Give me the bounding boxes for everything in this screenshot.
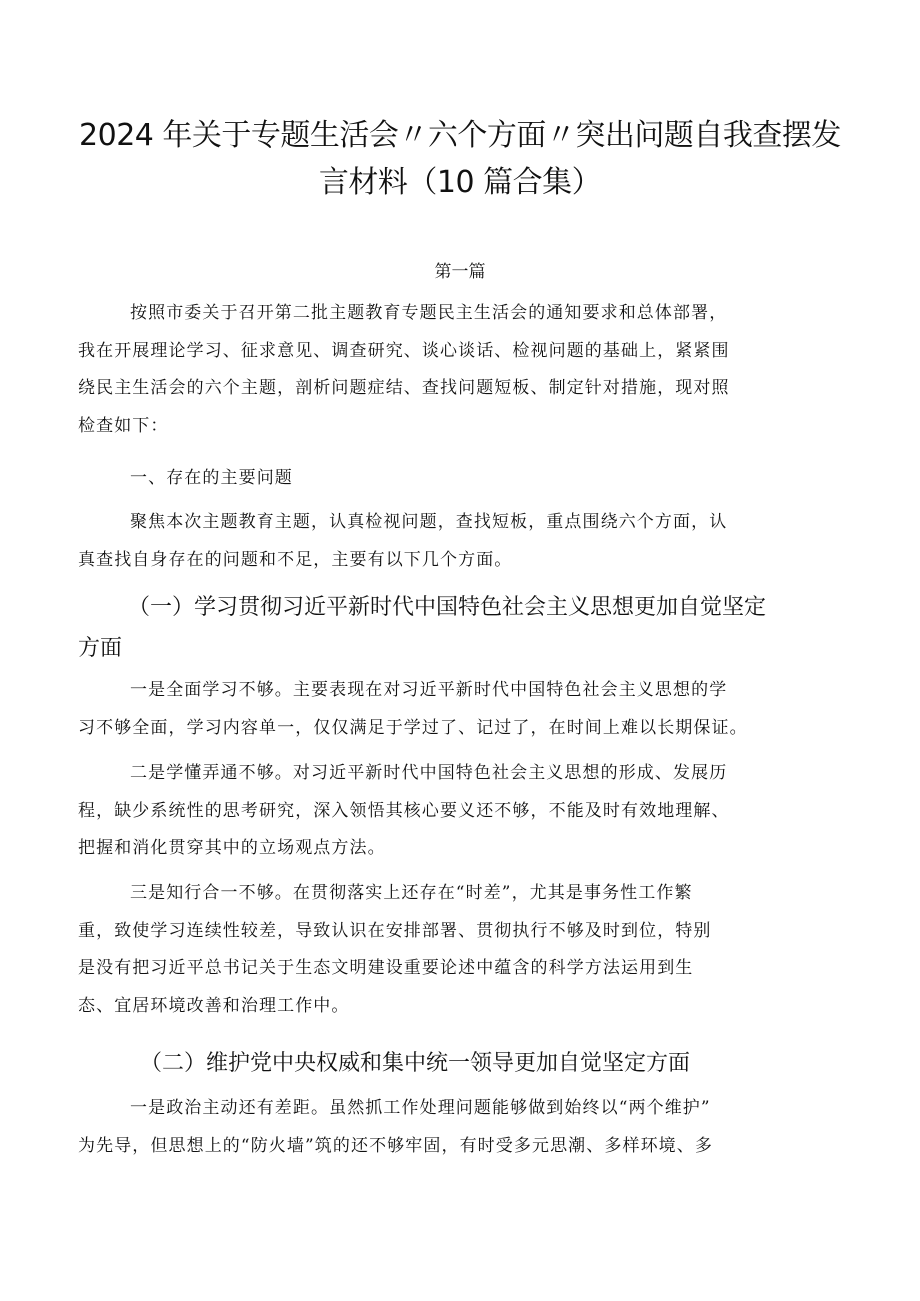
intro-paragraph <box>78 295 848 445</box>
paragraph-line: 一是全面学习不够。主要表现在对习近平新时代中国特色社会主义思想的学 <box>130 680 728 700</box>
paragraph-line: 二是学懂弄通不够。对习近平新时代中国特色社会主义思想的形成、发展历 <box>130 763 728 783</box>
paragraph-line: 按照市委关于召开第二批主题教育专题民主生活会的通知要求和总体部署， <box>130 303 728 323</box>
paragraph-line: 为先导，但思想上的“防火墙”筑的还不够牢固，有时受多元思潮、多样环境、多 <box>78 1135 713 1156</box>
paragraph-line: 聚焦本次主题教育主题，认真检视问题，查找短板，重点围绕六个方面，认 <box>130 512 728 532</box>
paragraph-1 <box>78 672 848 747</box>
title-line-2: 言材料（10 篇合集） <box>318 165 602 200</box>
part-label: 第一篇 <box>434 262 486 282</box>
paragraph-line: 态、宜居环境改善和治理工作中。 <box>78 995 350 1016</box>
paragraph-line: 真查找自身存在的问题和不足，主要有以下几个方面。 <box>78 549 513 570</box>
paragraph-line: 是没有把习近平总书记关于生态文明建设重要论述中蕴含的科学方法运用到生 <box>78 958 694 978</box>
heading-line: 方面 <box>78 636 123 661</box>
paragraph-2 <box>78 755 848 868</box>
subsection-heading-2 <box>78 1043 858 1084</box>
section-1-label: 一、存在的主要问题 <box>130 468 293 488</box>
paragraph-4 <box>78 1090 848 1165</box>
subsection-heading-1 <box>78 587 858 669</box>
paragraph-line: 绕民主生活会的六个主题，剖析问题症结、查找问题短板、制定针对措施，现对照 <box>78 378 730 398</box>
paragraph-line: 我在开展理论学习、征求意见、调查研究、谈心谈话、检视问题的基础上，紧紧围 <box>78 340 730 361</box>
heading-line: （一）学习贯彻习近平新时代中国特色社会主义思想更加自觉坚定 <box>128 595 767 620</box>
paragraph-line: 一是政治主动还有差距。虽然抓工作处理问题能够做到始终以“两个维护” <box>130 1098 711 1118</box>
paragraph-line: 检查如下： <box>78 415 169 436</box>
section-1-paragraph <box>78 504 848 579</box>
paragraph-line: 三是知行合一不够。在贯彻落实上还存在“时差”，尤其是事务性工作繁 <box>130 883 693 903</box>
paragraph-line: 重，致使学习连续性较差，导致认识在安排部署、贯彻执行不够及时到位，特别 <box>78 920 712 941</box>
section-label <box>78 460 848 498</box>
document-title <box>60 112 860 206</box>
paragraph-line: 习不够全面，学习内容单一，仅仅满足于学过了、记过了，在时间上难以长期保证。 <box>78 717 748 738</box>
paragraph-3 <box>78 875 848 1025</box>
heading-line: （二）维护党中央权威和集中统一领导更加自觉坚定方面 <box>140 1051 691 1076</box>
title-line-1: 2024 年关于专题生活会〃六个方面〃突出问题自我查摆发 <box>79 118 841 153</box>
paragraph-line: 把握和消化贯穿其中的立场观点方法。 <box>78 838 386 858</box>
paragraph-line: 程，缺少系统性的思考研究，深入领悟其核心要义还不够，不能及时有效地理解、 <box>78 800 730 821</box>
